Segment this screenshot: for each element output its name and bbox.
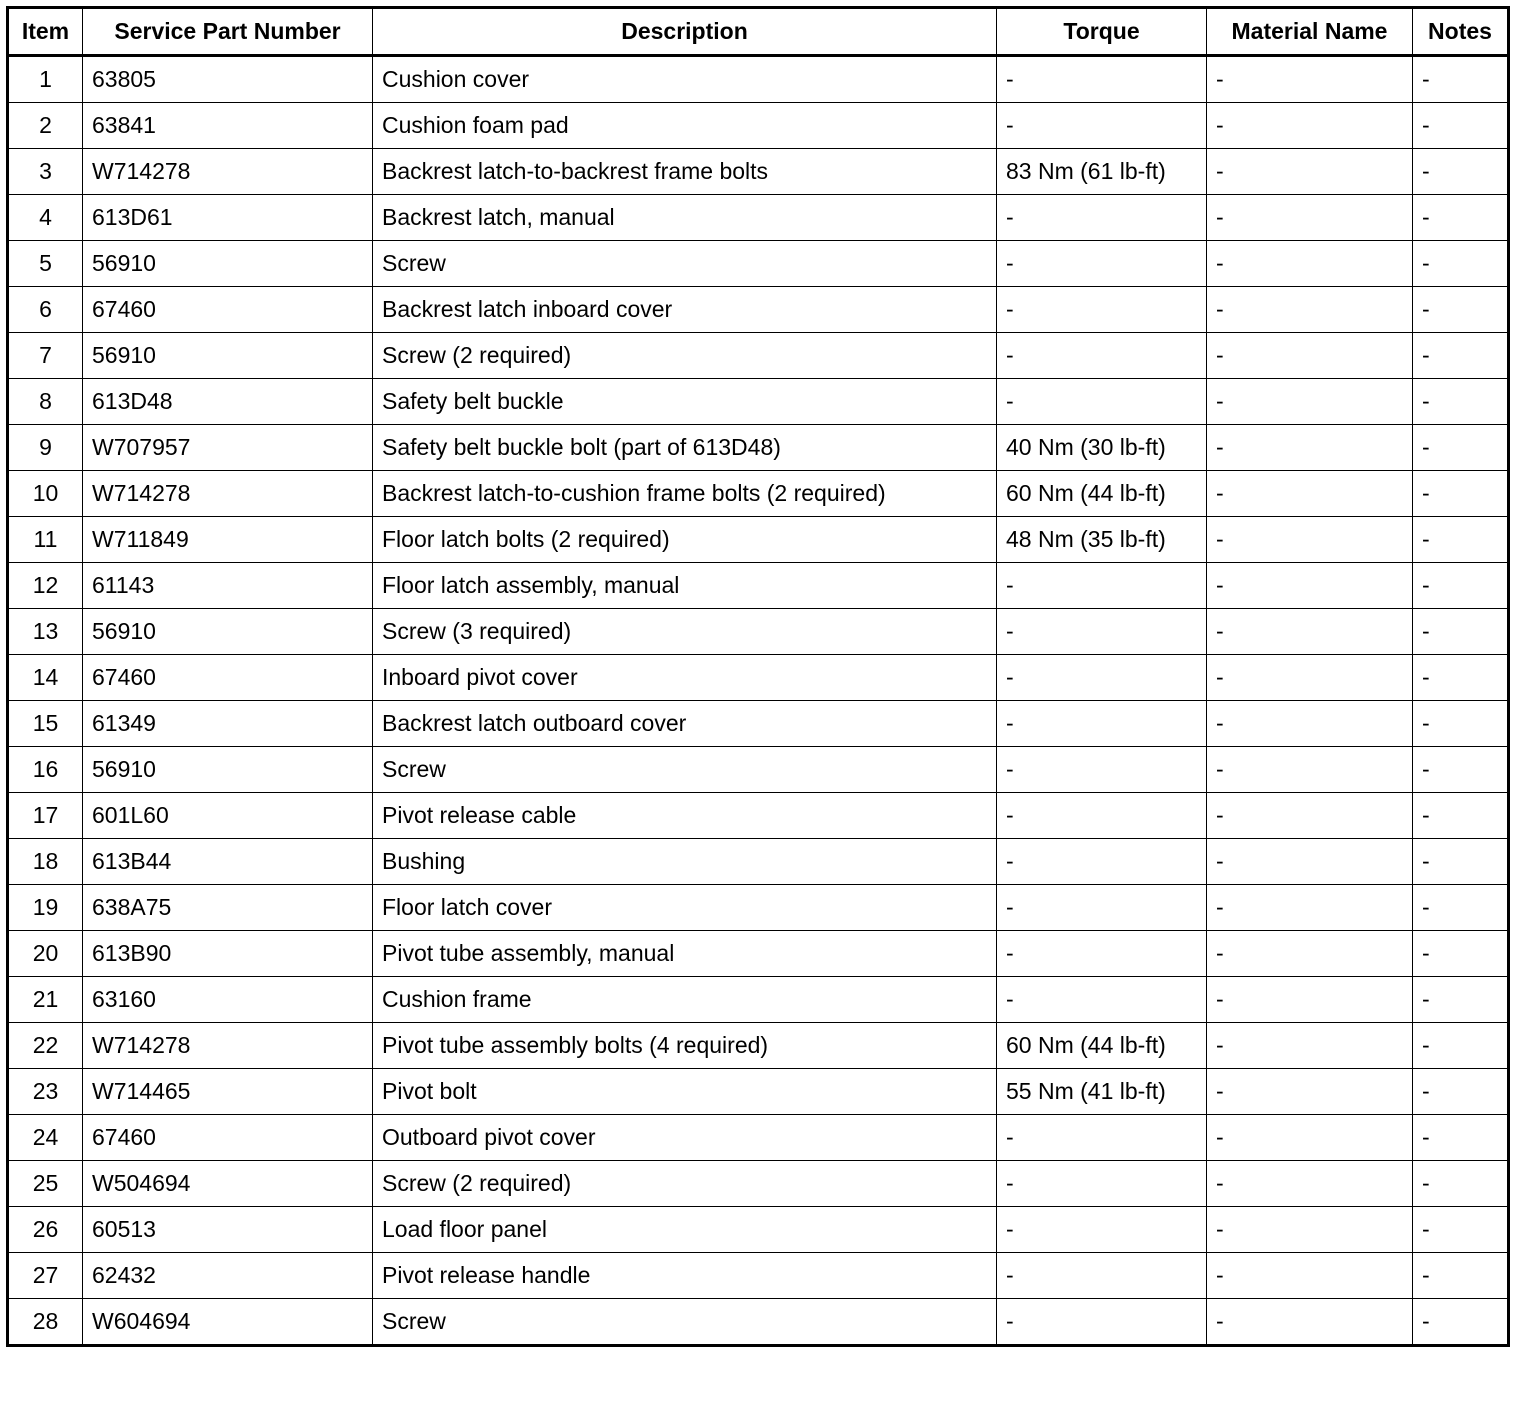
- notes-cell: -: [1413, 931, 1509, 977]
- part-number-cell: 56910: [83, 747, 373, 793]
- part-number-cell: W714278: [83, 471, 373, 517]
- notes-cell: -: [1413, 747, 1509, 793]
- item-cell: 12: [8, 563, 83, 609]
- material-cell: -: [1207, 977, 1413, 1023]
- notes-cell: -: [1413, 333, 1509, 379]
- table-row: [8, 149, 1509, 195]
- description-cell: Screw: [373, 747, 997, 793]
- description-cell: Screw (2 required): [373, 1161, 997, 1207]
- part-number-cell: 62432: [83, 1253, 373, 1299]
- table-row: [8, 1023, 1509, 1069]
- material-cell: -: [1207, 379, 1413, 425]
- part-number-cell: 613D61: [83, 195, 373, 241]
- description-cell: Pivot release cable: [373, 793, 997, 839]
- parts-table: [6, 6, 1510, 1347]
- notes-cell: -: [1413, 977, 1509, 1023]
- torque-cell: -: [997, 241, 1207, 287]
- table-row: [8, 195, 1509, 241]
- item-cell: 20: [8, 931, 83, 977]
- notes-cell: -: [1413, 1299, 1509, 1346]
- column-header-torque: Torque: [997, 8, 1207, 56]
- part-number-cell: 613B44: [83, 839, 373, 885]
- description-cell: Cushion cover: [373, 56, 997, 103]
- part-number-cell: 67460: [83, 287, 373, 333]
- description-cell: Inboard pivot cover: [373, 655, 997, 701]
- torque-cell: -: [997, 56, 1207, 103]
- table-row: [8, 885, 1509, 931]
- description-cell: Cushion foam pad: [373, 103, 997, 149]
- table-row: [8, 793, 1509, 839]
- item-cell: 6: [8, 287, 83, 333]
- material-cell: -: [1207, 287, 1413, 333]
- notes-cell: -: [1413, 103, 1509, 149]
- material-cell: -: [1207, 885, 1413, 931]
- notes-cell: -: [1413, 1115, 1509, 1161]
- material-cell: -: [1207, 655, 1413, 701]
- torque-cell: -: [997, 563, 1207, 609]
- torque-cell: 40 Nm (30 lb-ft): [997, 425, 1207, 471]
- part-number-cell: W604694: [83, 1299, 373, 1346]
- material-cell: -: [1207, 1069, 1413, 1115]
- material-cell: -: [1207, 609, 1413, 655]
- item-cell: 11: [8, 517, 83, 563]
- torque-cell: -: [997, 103, 1207, 149]
- notes-cell: -: [1413, 517, 1509, 563]
- torque-cell: 83 Nm (61 lb-ft): [997, 149, 1207, 195]
- table-row: [8, 1069, 1509, 1115]
- torque-cell: -: [997, 931, 1207, 977]
- header-row: [8, 8, 1509, 56]
- table-row: [8, 241, 1509, 287]
- part-number-cell: 56910: [83, 241, 373, 287]
- material-cell: -: [1207, 195, 1413, 241]
- part-number-cell: 613B90: [83, 931, 373, 977]
- notes-cell: -: [1413, 563, 1509, 609]
- notes-cell: -: [1413, 1207, 1509, 1253]
- material-cell: -: [1207, 1253, 1413, 1299]
- torque-cell: -: [997, 287, 1207, 333]
- item-cell: 13: [8, 609, 83, 655]
- item-cell: 8: [8, 379, 83, 425]
- table-row: [8, 839, 1509, 885]
- item-cell: 21: [8, 977, 83, 1023]
- torque-cell: -: [997, 195, 1207, 241]
- item-cell: 14: [8, 655, 83, 701]
- item-cell: 3: [8, 149, 83, 195]
- item-cell: 1: [8, 56, 83, 103]
- part-number-cell: 56910: [83, 609, 373, 655]
- item-cell: 27: [8, 1253, 83, 1299]
- item-cell: 2: [8, 103, 83, 149]
- notes-cell: -: [1413, 885, 1509, 931]
- part-number-cell: 63160: [83, 977, 373, 1023]
- table-row: [8, 655, 1509, 701]
- torque-cell: -: [997, 333, 1207, 379]
- material-cell: -: [1207, 793, 1413, 839]
- item-cell: 7: [8, 333, 83, 379]
- description-cell: Screw (2 required): [373, 333, 997, 379]
- torque-cell: -: [997, 747, 1207, 793]
- material-cell: -: [1207, 471, 1413, 517]
- part-number-cell: W711849: [83, 517, 373, 563]
- torque-cell: -: [997, 609, 1207, 655]
- part-number-cell: 60513: [83, 1207, 373, 1253]
- description-cell: Backrest latch outboard cover: [373, 701, 997, 747]
- torque-cell: 48 Nm (35 lb-ft): [997, 517, 1207, 563]
- table-row: [8, 1161, 1509, 1207]
- table-row: [8, 287, 1509, 333]
- table-row: [8, 1253, 1509, 1299]
- torque-cell: -: [997, 977, 1207, 1023]
- description-cell: Floor latch cover: [373, 885, 997, 931]
- part-number-cell: 601L60: [83, 793, 373, 839]
- part-number-cell: W504694: [83, 1161, 373, 1207]
- table-row: [8, 609, 1509, 655]
- notes-cell: -: [1413, 701, 1509, 747]
- notes-cell: -: [1413, 839, 1509, 885]
- description-cell: Pivot tube assembly bolts (4 required): [373, 1023, 997, 1069]
- material-cell: -: [1207, 1115, 1413, 1161]
- description-cell: Backrest latch inboard cover: [373, 287, 997, 333]
- description-cell: Safety belt buckle bolt (part of 613D48): [373, 425, 997, 471]
- torque-cell: -: [997, 1115, 1207, 1161]
- notes-cell: -: [1413, 241, 1509, 287]
- description-cell: Bushing: [373, 839, 997, 885]
- table-row: [8, 701, 1509, 747]
- description-cell: Backrest latch-to-backrest frame bolts: [373, 149, 997, 195]
- notes-cell: -: [1413, 195, 1509, 241]
- description-cell: Screw: [373, 1299, 997, 1346]
- description-cell: Pivot tube assembly, manual: [373, 931, 997, 977]
- table-row: [8, 517, 1509, 563]
- table-row: [8, 56, 1509, 103]
- item-cell: 19: [8, 885, 83, 931]
- table-row: [8, 1299, 1509, 1346]
- material-cell: -: [1207, 517, 1413, 563]
- torque-cell: 55 Nm (41 lb-ft): [997, 1069, 1207, 1115]
- description-cell: Pivot release handle: [373, 1253, 997, 1299]
- material-cell: -: [1207, 333, 1413, 379]
- torque-cell: -: [997, 793, 1207, 839]
- description-cell: Safety belt buckle: [373, 379, 997, 425]
- table-row: [8, 1115, 1509, 1161]
- part-number-cell: W714465: [83, 1069, 373, 1115]
- torque-cell: 60 Nm (44 lb-ft): [997, 1023, 1207, 1069]
- torque-cell: -: [997, 701, 1207, 747]
- notes-cell: -: [1413, 287, 1509, 333]
- item-cell: 24: [8, 1115, 83, 1161]
- table-row: [8, 471, 1509, 517]
- description-cell: Backrest latch, manual: [373, 195, 997, 241]
- part-number-cell: 613D48: [83, 379, 373, 425]
- description-cell: Load floor panel: [373, 1207, 997, 1253]
- description-cell: Screw (3 required): [373, 609, 997, 655]
- table-row: [8, 425, 1509, 471]
- material-cell: -: [1207, 839, 1413, 885]
- part-number-cell: 67460: [83, 655, 373, 701]
- part-number-cell: W707957: [83, 425, 373, 471]
- table-row: [8, 931, 1509, 977]
- column-header-material-name: Material Name: [1207, 8, 1413, 56]
- part-number-cell: 56910: [83, 333, 373, 379]
- material-cell: -: [1207, 425, 1413, 471]
- notes-cell: -: [1413, 609, 1509, 655]
- torque-cell: -: [997, 655, 1207, 701]
- torque-cell: 60 Nm (44 lb-ft): [997, 471, 1207, 517]
- notes-cell: -: [1413, 379, 1509, 425]
- description-cell: Floor latch bolts (2 required): [373, 517, 997, 563]
- torque-cell: -: [997, 885, 1207, 931]
- column-header-description: Description: [373, 8, 997, 56]
- material-cell: -: [1207, 241, 1413, 287]
- notes-cell: -: [1413, 1253, 1509, 1299]
- table-row: [8, 1207, 1509, 1253]
- part-number-cell: 63805: [83, 56, 373, 103]
- item-cell: 18: [8, 839, 83, 885]
- description-cell: Backrest latch-to-cushion frame bolts (2 required): [373, 471, 997, 517]
- torque-cell: -: [997, 379, 1207, 425]
- torque-cell: -: [997, 1207, 1207, 1253]
- material-cell: -: [1207, 931, 1413, 977]
- table-body: [8, 56, 1509, 1346]
- item-cell: 5: [8, 241, 83, 287]
- material-cell: -: [1207, 747, 1413, 793]
- table-row: [8, 333, 1509, 379]
- notes-cell: -: [1413, 1161, 1509, 1207]
- description-cell: Outboard pivot cover: [373, 1115, 997, 1161]
- material-cell: -: [1207, 1207, 1413, 1253]
- torque-cell: -: [997, 1253, 1207, 1299]
- notes-cell: -: [1413, 1023, 1509, 1069]
- item-cell: 28: [8, 1299, 83, 1346]
- material-cell: -: [1207, 701, 1413, 747]
- item-cell: 17: [8, 793, 83, 839]
- table-row: [8, 379, 1509, 425]
- item-cell: 26: [8, 1207, 83, 1253]
- column-header-item: Item: [8, 8, 83, 56]
- material-cell: -: [1207, 56, 1413, 103]
- notes-cell: -: [1413, 56, 1509, 103]
- material-cell: -: [1207, 1161, 1413, 1207]
- part-number-cell: 638A75: [83, 885, 373, 931]
- notes-cell: -: [1413, 149, 1509, 195]
- table-row: [8, 747, 1509, 793]
- notes-cell: -: [1413, 471, 1509, 517]
- part-number-cell: 67460: [83, 1115, 373, 1161]
- item-cell: 23: [8, 1069, 83, 1115]
- item-cell: 10: [8, 471, 83, 517]
- torque-cell: -: [997, 839, 1207, 885]
- column-header-notes: Notes: [1413, 8, 1509, 56]
- part-number-cell: 61143: [83, 563, 373, 609]
- table-row: [8, 103, 1509, 149]
- notes-cell: -: [1413, 655, 1509, 701]
- column-header-service-part-number: Service Part Number: [83, 8, 373, 56]
- description-cell: Cushion frame: [373, 977, 997, 1023]
- item-cell: 16: [8, 747, 83, 793]
- table-header: [8, 8, 1509, 56]
- notes-cell: -: [1413, 1069, 1509, 1115]
- item-cell: 9: [8, 425, 83, 471]
- item-cell: 4: [8, 195, 83, 241]
- description-cell: Floor latch assembly, manual: [373, 563, 997, 609]
- torque-cell: -: [997, 1161, 1207, 1207]
- part-number-cell: 61349: [83, 701, 373, 747]
- table-row: [8, 563, 1509, 609]
- material-cell: -: [1207, 1299, 1413, 1346]
- part-number-cell: 63841: [83, 103, 373, 149]
- item-cell: 25: [8, 1161, 83, 1207]
- material-cell: -: [1207, 563, 1413, 609]
- notes-cell: -: [1413, 425, 1509, 471]
- table-row: [8, 977, 1509, 1023]
- material-cell: -: [1207, 103, 1413, 149]
- item-cell: 22: [8, 1023, 83, 1069]
- material-cell: -: [1207, 149, 1413, 195]
- description-cell: Pivot bolt: [373, 1069, 997, 1115]
- torque-cell: -: [997, 1299, 1207, 1346]
- notes-cell: -: [1413, 793, 1509, 839]
- item-cell: 15: [8, 701, 83, 747]
- part-number-cell: W714278: [83, 1023, 373, 1069]
- material-cell: -: [1207, 1023, 1413, 1069]
- part-number-cell: W714278: [83, 149, 373, 195]
- description-cell: Screw: [373, 241, 997, 287]
